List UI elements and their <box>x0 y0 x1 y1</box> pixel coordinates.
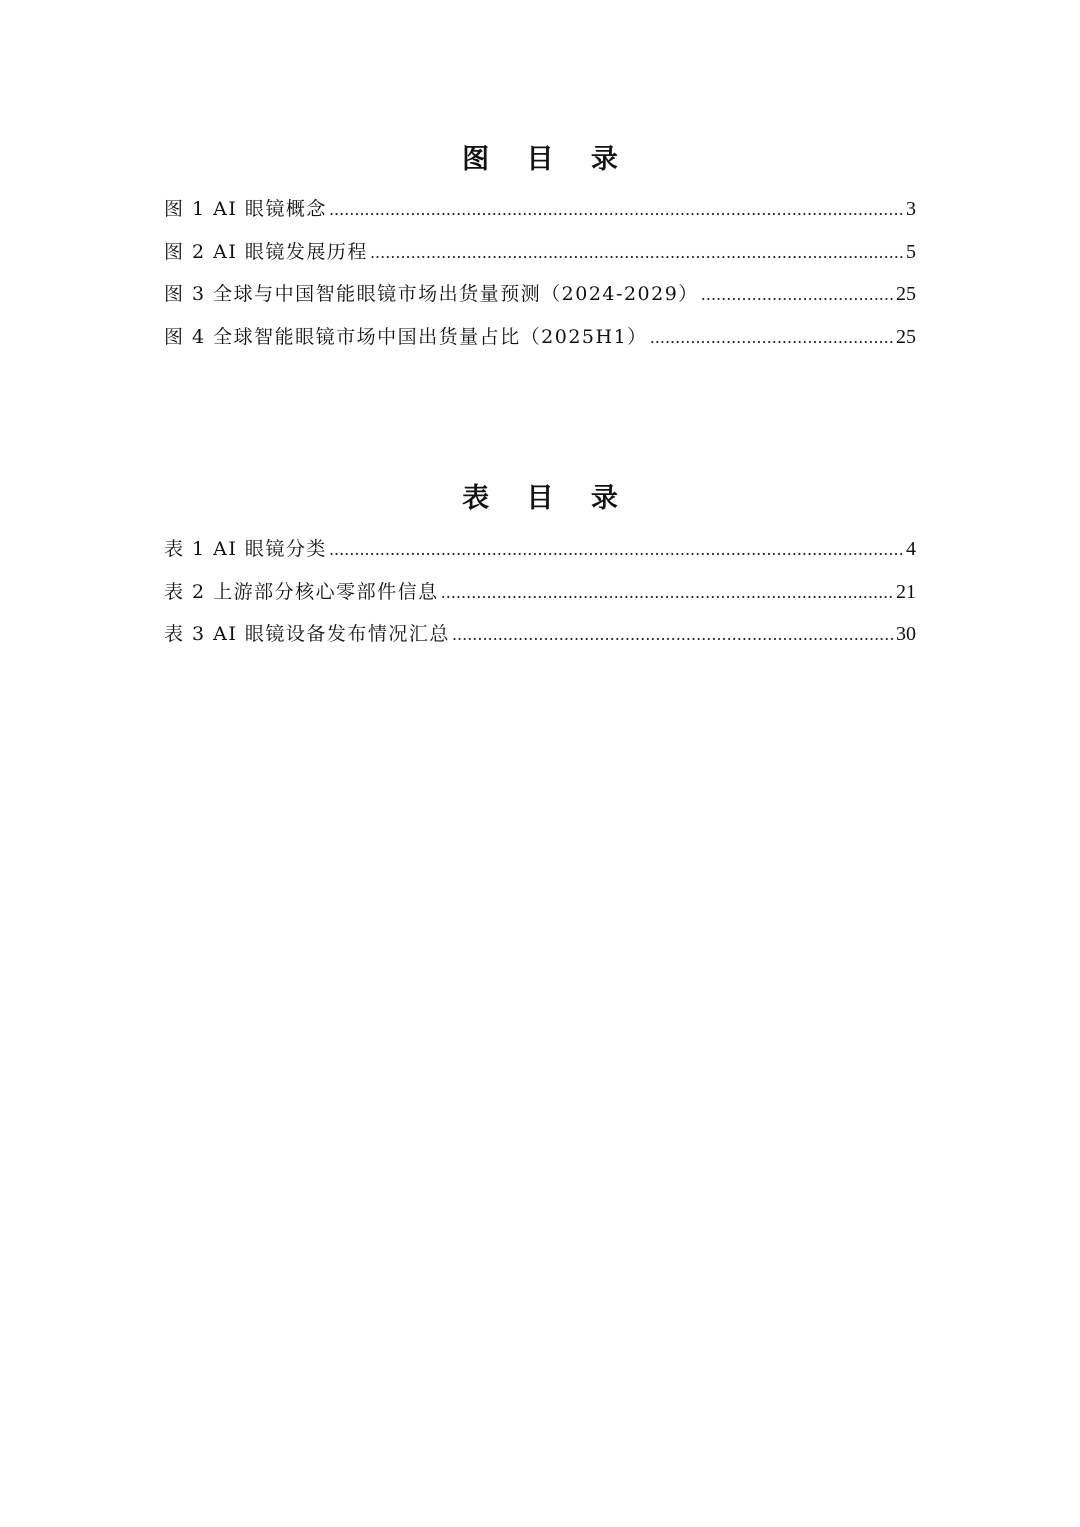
toc-entry-page-number: 3 <box>906 198 916 220</box>
toc-entry-page-number: 30 <box>896 623 916 645</box>
toc-entry-figure-2[interactable] <box>164 239 916 282</box>
dot-leader <box>452 622 893 648</box>
toc-entry-page-number: 25 <box>896 325 916 348</box>
toc-entry-figure-3[interactable] <box>164 281 916 324</box>
toc-entry-table-2[interactable] <box>164 579 916 622</box>
toc-entry-table-3[interactable] <box>164 621 916 664</box>
tables-toc-list <box>164 536 916 664</box>
toc-entry-label: 表 3 AI 眼镜设备发布情况汇总 <box>164 623 450 645</box>
toc-entry-label: 表 2 上游部分核心零部件信息 <box>164 580 439 603</box>
dot-leader <box>650 325 893 351</box>
toc-entry-page-number: 4 <box>906 538 916 560</box>
toc-entry-figure-1[interactable] <box>164 196 916 239</box>
toc-entry-page-number: 5 <box>906 240 916 263</box>
toc-entry-label: 表 1 AI 眼镜分类 <box>164 538 327 560</box>
dot-leader <box>329 537 903 563</box>
toc-entry-label: 图 2 AI 眼镜发展历程 <box>164 240 368 263</box>
dot-leader <box>441 580 893 606</box>
toc-entry-page-number: 25 <box>896 283 916 305</box>
figures-toc-title: 图 目 录 <box>462 144 632 175</box>
dot-leader <box>701 282 893 308</box>
dot-leader <box>329 197 903 223</box>
figures-toc-list <box>164 196 916 366</box>
dot-leader <box>370 240 903 266</box>
toc-entry-table-1[interactable] <box>164 536 916 579</box>
tables-toc-title: 表 目 录 <box>462 483 632 514</box>
toc-entry-figure-4[interactable] <box>164 324 916 367</box>
toc-entry-label: 图 4 全球智能眼镜市场中国出货量占比（2025H1） <box>164 325 648 348</box>
toc-entry-label: 图 3 全球与中国智能眼镜市场出货量预测（2024-2029） <box>164 283 699 305</box>
toc-entry-page-number: 21 <box>896 580 916 603</box>
toc-entry-label: 图 1 AI 眼镜概念 <box>164 198 327 220</box>
